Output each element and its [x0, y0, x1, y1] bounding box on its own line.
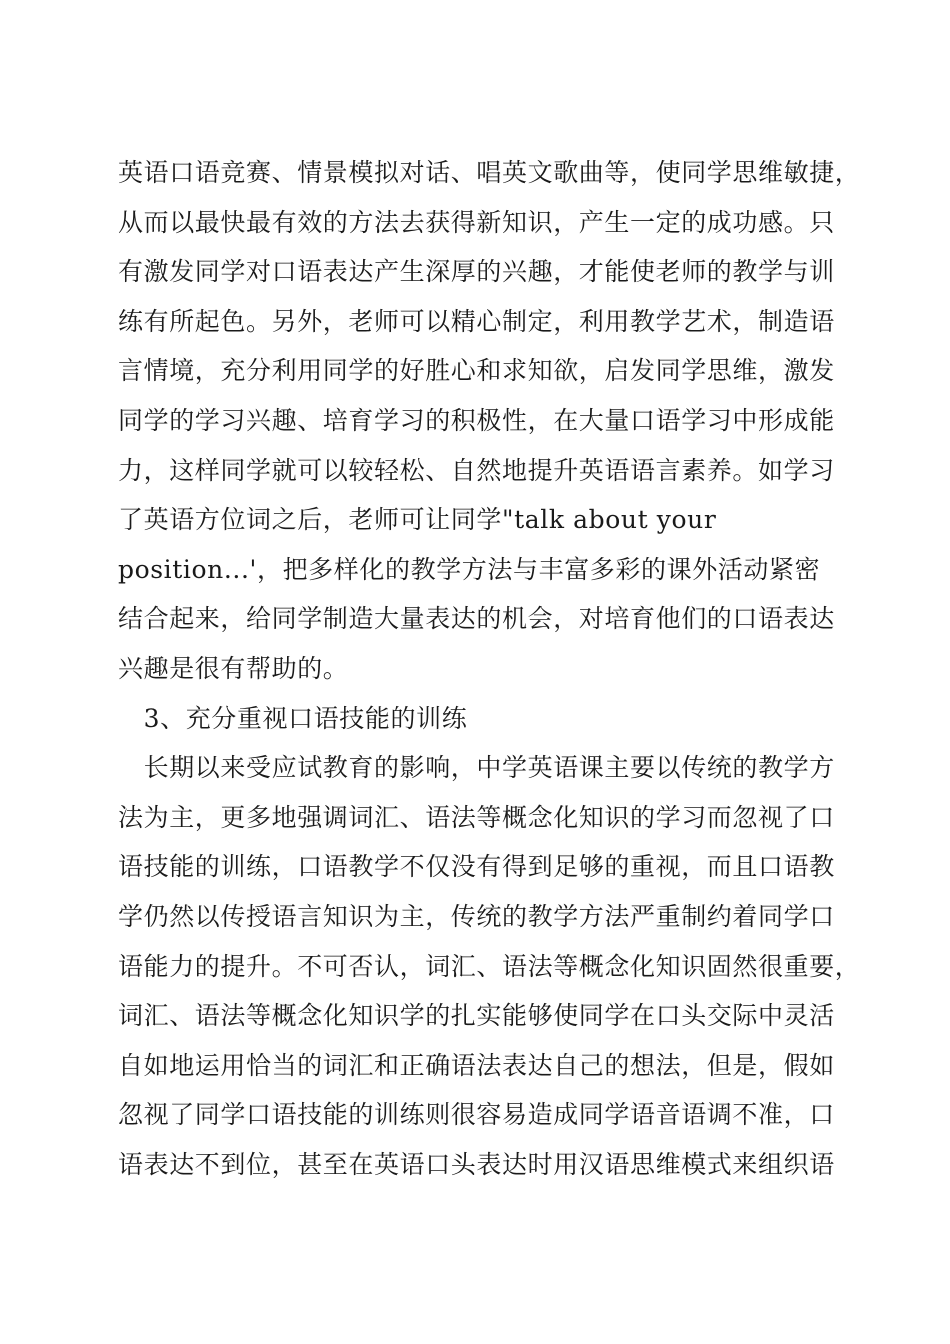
text-line: 英语口语竞赛、情景模拟对话、唱英文歌曲等，使同学思维敏捷， — [118, 158, 861, 187]
text-line: 自如地运用恰当的词汇和正确语法表达自己的想法，但是，假如 — [118, 1050, 835, 1080]
text-line: 语表达不到位，甚至在英语口头表达时用汉语思维模式来组织语 — [118, 1149, 835, 1179]
text-line: 有激发同学对口语表达产生深厚的兴趣，才能使老师的教学与训 — [118, 257, 835, 287]
text-line: 词汇、语法等概念化知识学的扎实能够使同学在口头交际中灵活 — [118, 1001, 835, 1031]
text-line: 语能力的提升。不可否认，词汇、语法等概念化知识固然很重要， — [118, 951, 861, 981]
text-line: 了英语方位词之后，老师可让同学"talk about your — [118, 505, 717, 535]
text-line: 言情境，充分利用同学的好胜心和求知欲，启发同学思维，激发 — [118, 356, 835, 386]
text-line: 练有所起色。另外，老师可以精心制定，利用教学艺术，制造语 — [118, 306, 835, 336]
text-line: 语技能的训练，口语教学不仅没有得到足够的重视，而且口语教 — [118, 852, 835, 882]
text-line: 同学的学习兴趣、培育学习的积极性，在大量口语学习中形成能 — [118, 405, 835, 435]
text-line: 兴趣是很有帮助的。 — [118, 653, 349, 683]
text-line: position...'，把多样化的教学方法与丰富多彩的课外活动紧密 — [118, 554, 821, 584]
text-line: 学仍然以传授语言知识为主，传统的教学方法严重制约着同学口 — [118, 901, 835, 931]
section-heading: 3、充分重视口语技能的训练 — [118, 703, 468, 733]
text-line: 从而以最快最有效的方法去获得新知识，产生一定的成功感。只 — [118, 207, 835, 237]
text-line: 结合起来，给同学制造大量表达的机会，对培育他们的口语表达 — [118, 604, 835, 634]
body-text — [118, 148, 861, 1189]
text-line: 忽视了同学口语技能的训练则很容易造成同学语音语调不准，口 — [118, 1100, 835, 1130]
text-line: 长期以来受应试教育的影响，中学英语课主要以传统的教学方 — [118, 753, 835, 783]
text-line: 法为主，更多地强调词汇、语法等概念化知识的学习而忽视了口 — [118, 802, 835, 832]
text-line: 力，这样同学就可以较轻松、自然地提升英语语言素养。如学习 — [118, 455, 835, 485]
